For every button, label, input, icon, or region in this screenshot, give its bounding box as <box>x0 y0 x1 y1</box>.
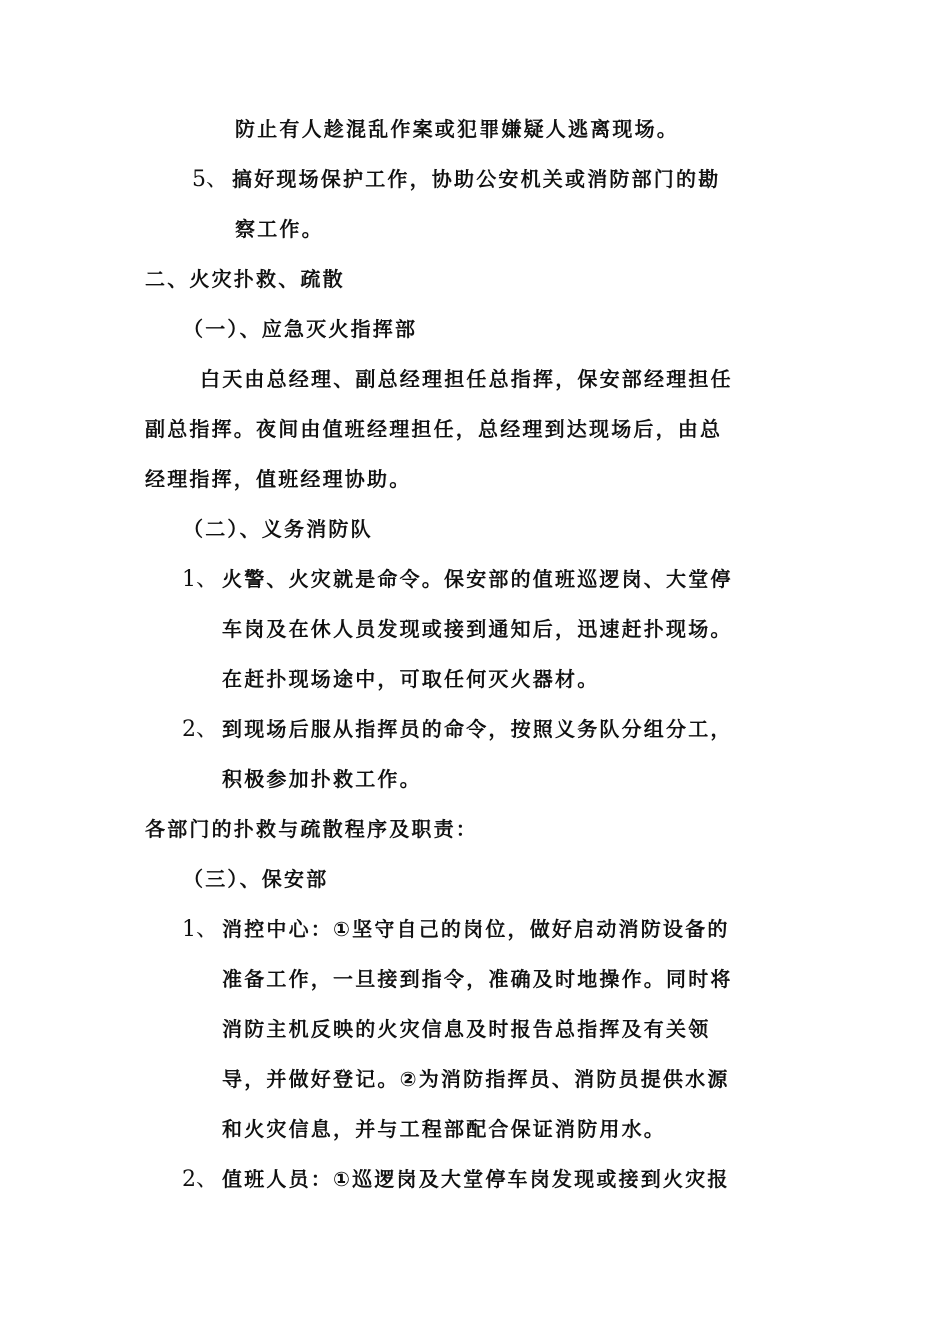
paragraph-line: 副总指挥。夜间由值班经理担任，总经理到达现场后，由总 <box>145 417 723 441</box>
item-number: 1、 <box>182 917 218 942</box>
item-text: 值班人员：①巡逻岗及大堂停车岗发现或接到火灾报 <box>222 1167 730 1191</box>
paragraph-line: 车岗及在休人员发现或接到通知后，迅速赶扑现场。 <box>222 617 733 641</box>
item-text: 火警、火灾就是命令。保安部的值班巡逻岗、大堂停 <box>222 567 733 591</box>
item-number: 5、 <box>192 167 228 192</box>
paragraph-line: 和火灾信息，并与工程部配合保证消防用水。 <box>222 1117 666 1141</box>
paragraph-line: 导，并做好登记。②为消防指挥员、消防员提供水源 <box>222 1067 730 1091</box>
paragraph-line: 积极参加扑救工作。 <box>222 767 422 791</box>
paragraph-line: 防止有人趁混乱作案或犯罪嫌疑人逃离现场。 <box>235 117 679 141</box>
section-heading: 二、火灾扑救、疏散 <box>145 267 345 291</box>
numbered-item-2 <box>182 1164 730 1195</box>
item-text: 消控中心：①坚守自己的岗位，做好启动消防设备的 <box>222 917 730 941</box>
paragraph-line: 准备工作，一旦接到指令，准确及时地操作。同时将 <box>222 967 733 991</box>
paragraph-line: 在赶扑现场途中，可取任何灭火器材。 <box>222 667 600 691</box>
item-number: 1、 <box>182 567 218 592</box>
subsection-heading: （二）、义务消防队 <box>183 517 373 541</box>
numbered-item-5 <box>192 164 720 195</box>
item-number: 2、 <box>182 1167 218 1192</box>
paragraph-line: 察工作。 <box>235 217 324 241</box>
paragraph-line: 消防主机反映的火灾信息及时报告总指挥及有关领 <box>222 1017 711 1041</box>
subsection-heading: （三）、保安部 <box>183 867 329 891</box>
paragraph-line: 白天由总经理、副总经理担任总指挥，保安部经理担任 <box>200 367 733 391</box>
numbered-item-1 <box>182 564 733 595</box>
item-number: 2、 <box>182 717 218 742</box>
paragraph-line: 经理指挥，值班经理协助。 <box>145 467 412 491</box>
numbered-item-1 <box>182 914 730 945</box>
subsection-heading: （一）、应急灭火指挥部 <box>183 317 418 341</box>
item-text: 到现场后服从指挥员的命令，按照义务队分组分工， <box>222 717 733 741</box>
item-text: 搞好现场保护工作，协助公安机关或消防部门的勘 <box>232 167 721 191</box>
section-heading: 各部门的扑救与疏散程序及职责： <box>145 817 478 841</box>
numbered-item-2 <box>182 714 733 745</box>
